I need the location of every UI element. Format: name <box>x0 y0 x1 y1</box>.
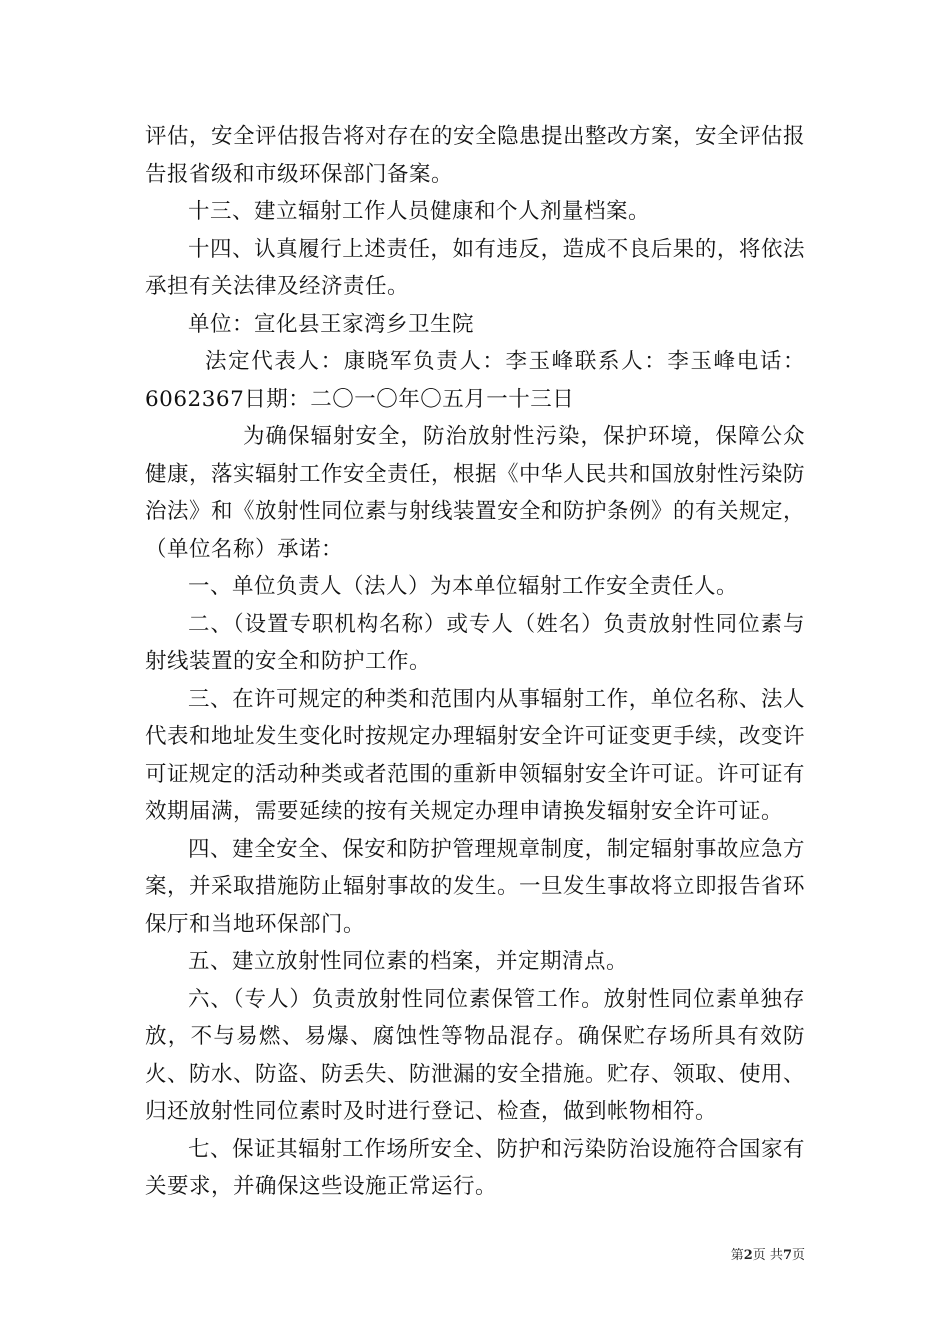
footer-suffix: 页 <box>791 1248 805 1263</box>
paragraph-assessment-continued: 评估，安全评估报告将对存在的安全隐患提出整改方案，安全评估报告报省级和市级环保部门备案。 <box>145 124 806 187</box>
paragraph-unit: 单位：宣化县王家湾乡卫生院 <box>188 311 475 337</box>
document-body <box>145 118 805 1206</box>
paragraph-item-14: 十四、认真履行上述责任，如有违反，造成不良后果的，将依法承担有关法律及经济责任。 <box>145 236 805 299</box>
paragraph-item-7: 七、保证其辐射工作场所安全、防护和污染防治设施符合国家有关要求，并确保这些设施正常运行。 <box>145 1136 805 1199</box>
footer-middle: 页 共 <box>752 1248 783 1263</box>
paragraph-item-2: 二、（设置专职机构名称）或专人（姓名）负责放射性同位素与射线装置的安全和防护工作。 <box>145 611 805 674</box>
footer-total-pages: 7 <box>782 1248 792 1263</box>
paragraph-signatories: 法定代表人：康晓军负责人：李玉峰联系人：李玉峰电话：6062367日期：二〇一〇年〇五月一十三日 <box>145 349 805 412</box>
paragraph-item-4: 四、建全安全、保安和防护管理规章制度，制定辐射事故应急方案，并采取措施防止辐射事故的发生。一旦发生事故将立即报告省环保厅和当地环保部门。 <box>145 836 806 937</box>
footer-prefix: 第 <box>730 1248 744 1263</box>
paragraph-commitment-intro: 为确保辐射安全，防治放射性污染，保护环境，保障公众健康，落实辐射工作安全责任，根据《中华人民共和国放射性污染防治法》和《放射性同位素与射线装置安全和防护条例》的有关规定，（单位名称）承诺： <box>145 424 806 562</box>
footer-current-page: 2 <box>743 1248 753 1263</box>
paragraph-item-13: 十三、建立辐射工作人员健康和个人剂量档案。 <box>188 199 651 224</box>
paragraph-item-1: 一、单位负责人（法人）为本单位辐射工作安全责任人。 <box>188 574 739 599</box>
paragraph-item-6: 六、（专人）负责放射性同位素保管工作。放射性同位素单独存放，不与易燃、易爆、腐蚀性等物品混存。确保贮存场所具有效防火、防水、防盗、防丢失、防泄漏的安全措施。贮存、领取、使用、归还放射性同位素时及时进行登记、检查，做到帐物相符。 <box>145 986 806 1124</box>
page-number-footer <box>731 1244 805 1263</box>
paragraph-item-3: 三、在许可规定的种类和范围内从事辐射工作，单位名称、法人代表和地址发生变化时按规定办理辐射安全许可证变更手续，改变许可证规定的活动种类或者范围的重新申领辐射安全许可证。许可证有效期届满，需要延续的按有关规定办理申请换发辐射安全许可证。 <box>145 686 806 824</box>
paragraph-item-5: 五、建立放射性同位素的档案，并定期清点。 <box>188 949 629 974</box>
